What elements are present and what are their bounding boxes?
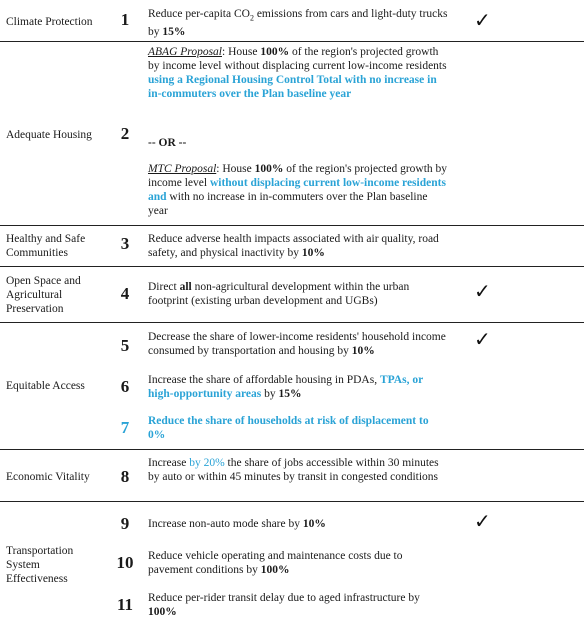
- checkmark-icon: ✓: [474, 329, 491, 351]
- target-number: 2: [120, 124, 130, 143]
- category-label: Open Space and Agricultural Preservation: [6, 275, 81, 315]
- category-label: Economic Vitality: [6, 471, 90, 483]
- target-number: 11: [116, 595, 134, 614]
- category-label: Healthy and Safe Communities: [6, 233, 86, 259]
- row-divider: [0, 322, 584, 323]
- target-number: 5: [120, 336, 130, 355]
- target-number: 10: [116, 553, 134, 572]
- target-description: Increase by 20% the share of jobs accessible within 30 minutes by auto or within 45 minutes by transit in congested conditions: [148, 457, 439, 483]
- target-description: Increase the share of affordable housing in PDAs, TPAs, or high-opportunity areas by 15%: [148, 374, 423, 400]
- row-divider: [0, 449, 584, 450]
- target-description: Reduce the share of households at risk of displacement to 0%: [148, 415, 429, 441]
- checkmark-icon: ✓: [474, 10, 491, 32]
- target-number: 4: [120, 284, 130, 303]
- target-number: 1: [120, 10, 130, 29]
- row-divider: [0, 225, 584, 226]
- target-description: Reduce adverse health impacts associated with air quality, road safety, and physical inactivity by 10%: [148, 233, 439, 259]
- target-description: Increase non-auto mode share by 10%: [148, 518, 326, 530]
- or-separator: -- OR --: [148, 137, 187, 149]
- target-number: 9: [120, 514, 130, 533]
- row-divider: [0, 501, 584, 502]
- category-label: Transportation System Effectiveness: [6, 545, 74, 585]
- category-label: Climate Protection: [6, 16, 93, 28]
- abag-proposal-text: ABAG Proposal: House 100% of the region's projected growth by income level without displacing current low-income residents using a Regional Housing Control Total with no increase in in-commuters over the Plan baseline year: [148, 46, 447, 100]
- row-divider: [0, 266, 584, 267]
- target-number: 8: [120, 467, 130, 486]
- target-description: Reduce per-capita $CO_2$ emissions from cars and light-duty trucks by 15%: [148, 8, 448, 39]
- target-number: 3: [120, 234, 130, 253]
- target-description: Reduce per-rider transit delay due to aged infrastructure by 100%: [148, 592, 420, 618]
- target-number: 6: [120, 377, 130, 396]
- category-label: Equitable Access: [6, 380, 85, 392]
- target-description: Reduce vehicle operating and maintenance costs due to pavement conditions by 100%: [148, 550, 403, 576]
- checkmark-icon: ✓: [474, 281, 491, 303]
- target-number: 7: [120, 418, 130, 437]
- checkmark-icon: ✓: [474, 511, 491, 533]
- row-divider: [0, 41, 584, 42]
- target-description: Decrease the share of lower-income residents' household income consumed by transportation and housing by 10%: [148, 331, 446, 357]
- category-label: Adequate Housing: [6, 129, 92, 141]
- mtc-proposal-text: MTC Proposal: House 100% of the region's projected growth by income level without displacing current low-income residents and with no increase in in-commuters over the Plan baseline year: [148, 163, 448, 217]
- target-description: Direct all non-agricultural development within the urban footprint (existing urban development and UGBs): [148, 281, 410, 307]
